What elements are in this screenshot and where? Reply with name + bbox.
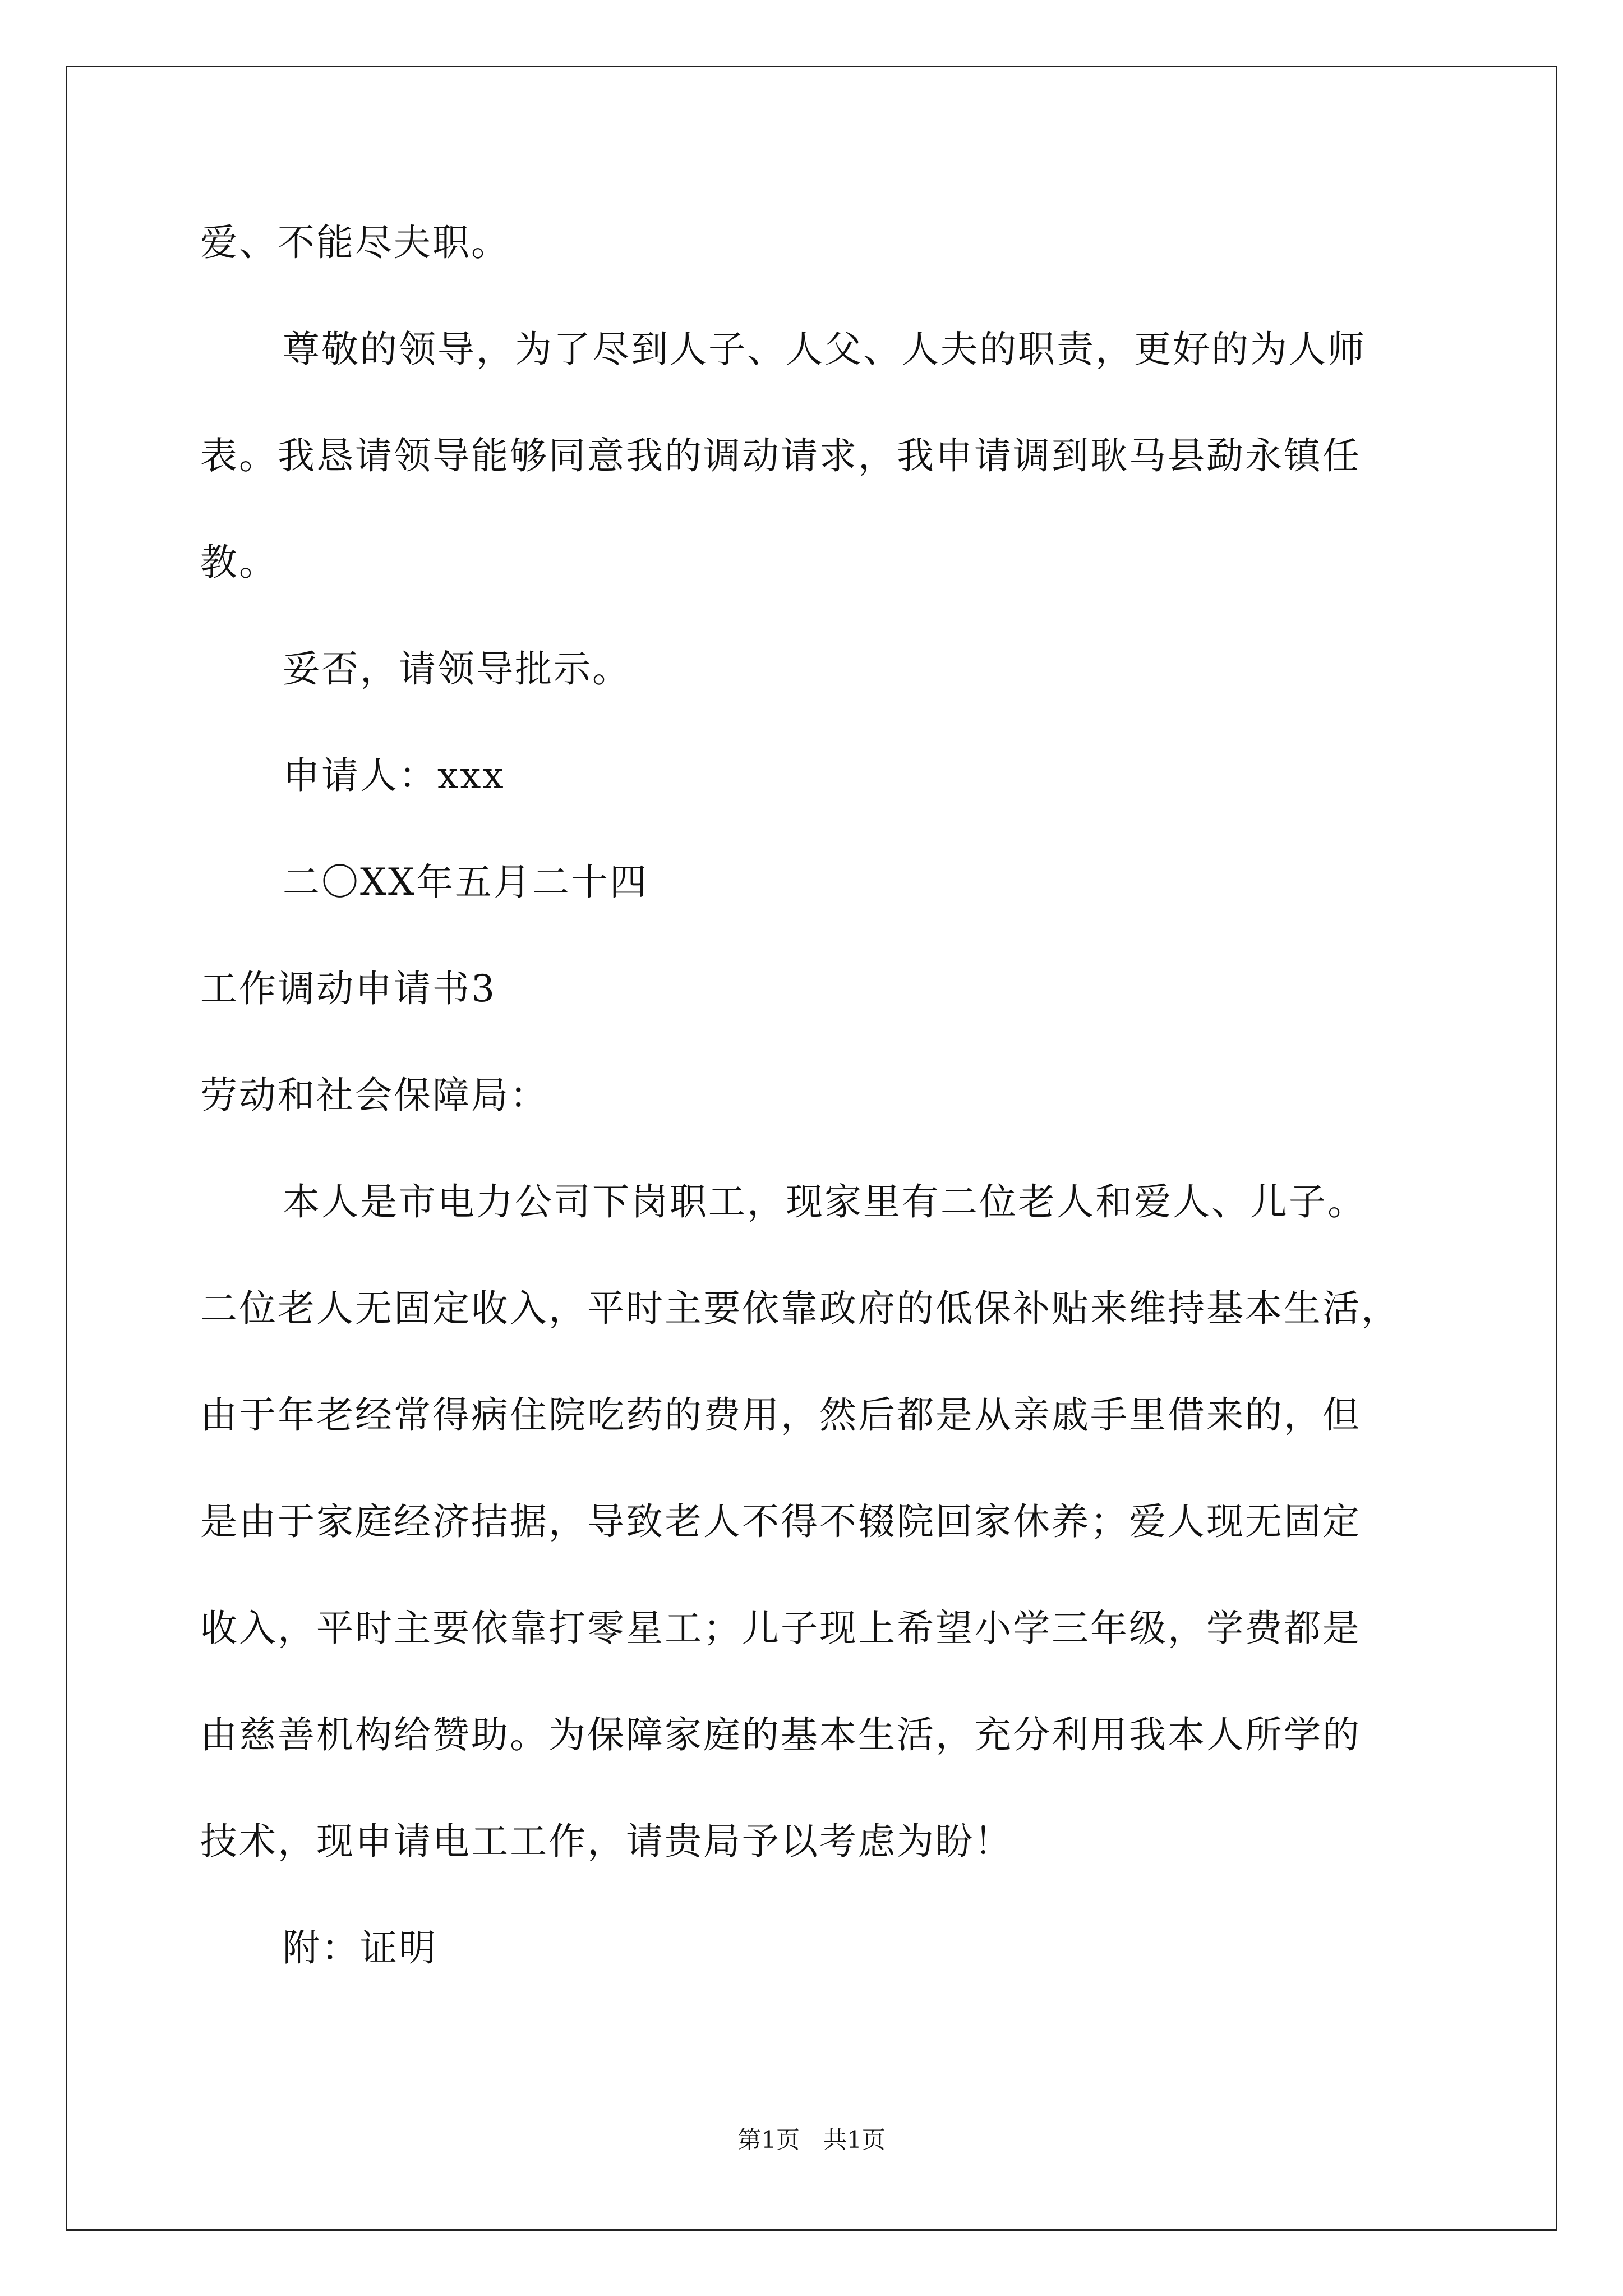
text-line: 是由于家庭经济拮据，导致老人不得不辍院回家休养；爱人现无固定 — [200, 1500, 1361, 1543]
text-line: 技术，现申请电工工作，请贵局予以考虑为盼！ — [200, 1820, 1013, 1863]
addressee: 劳动和社会保障局： — [200, 1074, 548, 1117]
text-line: 附：证明 — [283, 1926, 437, 1970]
text-line: 由慈善机构给赞助。为保障家庭的基本生活，充分利用我本人所学的 — [200, 1713, 1361, 1756]
page-frame — [66, 66, 1557, 2231]
section-heading: 工作调动申请书3 — [200, 967, 496, 1010]
text-line: 二〇XX年五月二十四 — [283, 861, 648, 904]
text-line: 表。我恳请领导能够同意我的调动请求，我申请调到耿马县勐永镇任 — [200, 434, 1361, 477]
text-line: 由于年老经常得病住院吃药的费用，然后都是从亲戚手里借来的，但 — [200, 1393, 1361, 1437]
text-line: 教。 — [200, 541, 278, 584]
text-line: 爱、不能尽夫职。 — [200, 221, 510, 264]
text-line: 尊敬的领导，为了尽到人子、人父、人夫的职责，更好的为人师 — [283, 328, 1366, 371]
page-number-footer: 第1页 共1页 — [737, 2126, 886, 2154]
text-line: 申请人：xxx — [283, 754, 505, 797]
text-line: 二位老人无固定收入，平时主要依靠政府的低保补贴来维持基本生活， — [200, 1287, 1400, 1330]
text-line: 本人是市电力公司下岗职工，现家里有二位老人和爱人、儿子。 — [283, 1180, 1366, 1223]
text-line: 收入，平时主要依靠打零星工；儿子现上希望小学三年级，学费都是 — [200, 1607, 1361, 1650]
text-line: 妥否，请领导批示。 — [283, 647, 631, 691]
